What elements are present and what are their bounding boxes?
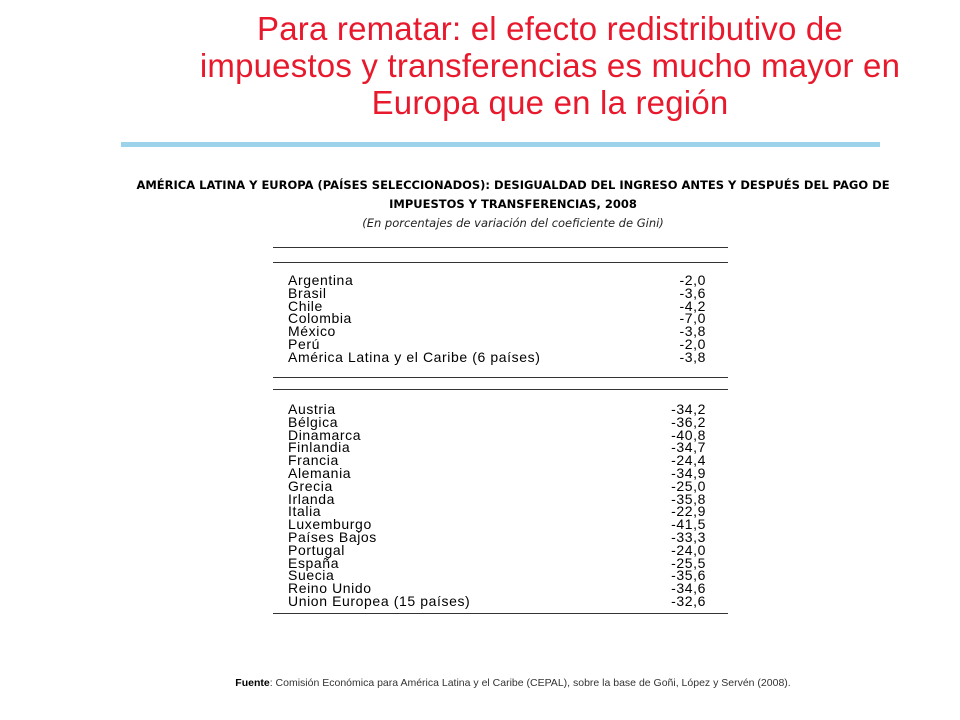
country-name: Italia	[288, 503, 322, 520]
table-row	[288, 464, 706, 481]
gini-change-value: -2,0	[679, 272, 706, 288]
table-rule-top	[273, 247, 728, 248]
slide-title: Para rematar: el efecto redistributivo de impuestos y transferencias es mucho mayor en Europa que en la región	[199, 10, 901, 121]
country-name: Reino Unido	[288, 580, 372, 597]
table-rule-top-inner	[273, 262, 728, 263]
table-row	[288, 528, 706, 545]
country-name: Chile	[288, 297, 323, 314]
table-row	[288, 274, 706, 287]
gini-change-value: -4,2	[679, 297, 706, 314]
gini-change-value: -32,6	[671, 592, 706, 609]
country-name: Irlanda	[288, 490, 336, 507]
gini-change-value: -34,7	[671, 439, 706, 456]
source-label: Fuente	[235, 677, 270, 689]
gini-change-value: -35,6	[671, 567, 706, 584]
country-name: Suecia	[288, 567, 335, 584]
table-row	[288, 403, 706, 416]
country-name: Luxemburgo	[288, 516, 372, 533]
gini-change-value: -34,2	[671, 401, 706, 417]
country-name: Bélgica	[288, 413, 339, 430]
table-row	[288, 477, 706, 494]
gini-change-value: -3,8	[679, 348, 706, 365]
gini-change-value: -2,0	[679, 335, 706, 352]
gini-change-value: -40,8	[671, 426, 706, 443]
gini-change-value: -3,6	[679, 284, 706, 301]
table-row	[288, 490, 706, 507]
gini-change-value: -7,0	[679, 310, 706, 327]
table-row	[288, 284, 706, 301]
country-name: América Latina y el Caribe (6 países)	[288, 348, 541, 365]
table-rule-mid-inner	[273, 389, 728, 390]
country-name: Francia	[288, 452, 339, 469]
gini-change-value: -22,9	[671, 503, 706, 520]
gini-change-value: -25,0	[671, 477, 706, 494]
table-row	[288, 441, 706, 454]
country-name: Alemania	[288, 464, 352, 481]
country-name: España	[288, 554, 340, 571]
country-name: Grecia	[288, 477, 333, 494]
table-row	[288, 592, 706, 609]
country-name: Brasil	[288, 284, 327, 301]
source-text: : Comisión Económica para América Latina y el Caribe (CEPAL), sobre la base de Goñi, López y Servén (2008).	[269, 677, 791, 689]
table-row	[288, 325, 706, 338]
country-name: Perú	[288, 335, 320, 352]
table-rule-bottom	[273, 613, 728, 614]
table-row	[288, 312, 706, 325]
europe-table	[288, 403, 706, 608]
country-name: Colombia	[288, 310, 352, 327]
table-row	[288, 348, 706, 365]
table-rule-mid	[273, 377, 728, 378]
country-name: Austria	[288, 401, 336, 417]
table-subheading: (En porcentajes de variación del coeficiente de Gini)	[362, 216, 664, 230]
gini-change-value: -34,9	[671, 464, 706, 481]
table-row	[288, 541, 706, 558]
gini-change-value: -41,5	[671, 516, 706, 533]
table-caption	[100, 176, 926, 233]
latin-america-table	[288, 274, 706, 364]
country-name: Países Bajos	[288, 528, 377, 545]
gini-change-value: -24,0	[671, 541, 706, 558]
country-name: Dinamarca	[288, 426, 362, 443]
title-underline	[121, 142, 880, 147]
source-note	[100, 677, 926, 689]
gini-change-value: -35,8	[671, 490, 706, 507]
gini-change-value: -3,8	[679, 323, 706, 340]
gini-change-value: -34,6	[671, 580, 706, 597]
country-name: Finlandia	[288, 439, 351, 456]
gini-change-value: -25,5	[671, 554, 706, 571]
country-name: Argentina	[288, 272, 354, 288]
gini-change-value: -24,4	[671, 452, 706, 469]
table-row	[288, 426, 706, 443]
table-row	[288, 554, 706, 571]
country-name: Union Europea (15 países)	[288, 592, 471, 609]
country-name: México	[288, 323, 336, 340]
gini-change-value: -36,2	[671, 413, 706, 430]
country-name: Portugal	[288, 541, 345, 558]
table-heading: AMÉRICA LATINA Y EUROPA (PAÍSES SELECCIONADOS): DESIGUALDAD DEL INGRESO ANTES Y DESPUÉS DEL PAGO DE IMPUESTOS Y TRANSFERENCIAS, 2008	[136, 178, 890, 211]
gini-change-value: -33,3	[671, 528, 706, 545]
